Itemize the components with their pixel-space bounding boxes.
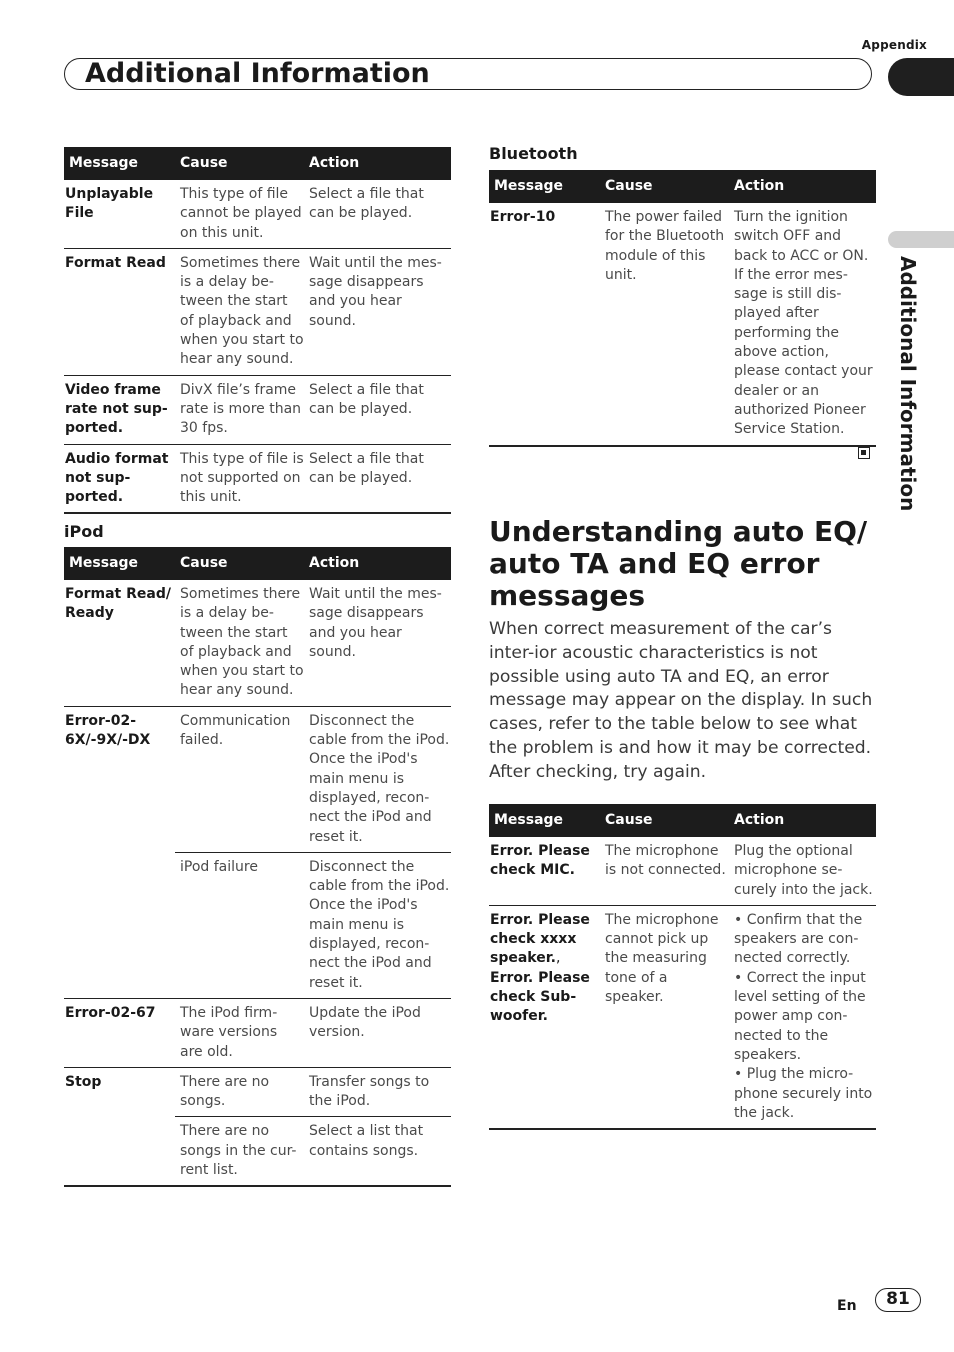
cause-cell: This type of file is not supported on this unit. [175,444,304,513]
header-cause: Cause [600,170,729,203]
header-cause: Cause [600,804,729,837]
cause-cell: There are no songs in the cur-rent list. [175,1117,304,1186]
table-row [489,203,876,446]
header-message: Message [64,147,175,180]
action-cell: Turn the ignition switch OFF and back to ACC or ON. If the error mes-sage is still dis-played after performing the above action, please contact your dealer or an authorized Pioneer Service Station. [729,203,876,446]
table-row [489,905,876,1129]
action-cell: Wait until the mes-sage disappears and you hear sound. [304,248,451,375]
message-cell [489,905,600,1129]
action-cell: Select a file that can be played. [304,180,451,248]
message-subwoofer: Error. Please check Sub-woofer. [490,969,590,1025]
table-header-row [64,547,451,580]
table-header-row [489,804,876,837]
action-item: • Plug the micro-phone securely into the jack. [734,1066,873,1121]
action-cell: Select a file that can be played. [304,444,451,513]
table-row [64,580,451,706]
table-row [64,248,451,375]
header-tab-marker [888,58,954,96]
table-row [64,998,451,1067]
message-cell: Error-02-6X/-9X/-DX [64,706,175,998]
table-row [64,706,451,852]
action-item: • Confirm that the speakers are con-nected correctly. [734,911,863,967]
table-header-row [489,170,876,203]
table-row [489,837,876,905]
cause-cell: The iPod firm-ware versions are old. [175,998,304,1067]
header-action: Action [729,170,876,203]
action-cell: Update the iPod version. [304,998,451,1067]
message-cell: Error-10 [489,203,600,446]
action-cell: Disconnect the cable from the iPod. Once the iPod's main menu is displayed, recon-nect the iPod and reset it. [304,706,451,852]
bluetooth-section-label: Bluetooth [489,144,578,163]
cause-cell: Sometimes there is a delay be-tween the start of playback and when you start to hear any sound. [175,580,304,706]
action-cell: Select a file that can be played. [304,375,451,444]
message-cell: Error. Please check MIC. [489,837,600,905]
cause-cell: There are no songs. [175,1067,304,1117]
cause-cell: iPod failure [175,852,304,998]
side-tab-marker [888,231,954,248]
message-cell: Video frame rate not sup-ported. [64,375,175,444]
action-cell [729,905,876,1129]
table-row [64,180,451,248]
header-action: Action [304,547,451,580]
section-header [64,58,872,90]
eq-section-body: When correct measurement of the car’s inter-ior acoustic characteristics is not possible using auto TA and EQ, an error message may appear on the display. In such cases, refer to the table below to see what the problem is and how it may be corrected. After checking, try again. [489,619,873,782]
message-cell: Stop [64,1067,175,1186]
cause-cell: This type of file cannot be played on this unit. [175,180,304,248]
header-action: Action [729,804,876,837]
eq-messages-table [489,804,876,1130]
table-header-row [64,147,451,180]
header-message: Message [64,547,175,580]
ipod-messages-table [64,547,451,1187]
general-messages-table [64,147,451,514]
table-row [64,1067,451,1117]
page-number: 81 [875,1288,921,1312]
end-of-section-icon [858,447,870,459]
cause-cell: DivX file’s frame rate is more than 30 fps. [175,375,304,444]
bluetooth-messages-table [489,170,876,447]
action-cell: Plug the optional microphone se-curely into the jack. [729,837,876,905]
cause-cell: The microphone cannot pick up the measuring tone of a speaker. [600,905,729,1129]
header-cause: Cause [175,547,304,580]
header-message: Message [489,804,600,837]
message-cell: Audio format not sup-ported. [64,444,175,513]
message-separator: , [555,950,561,967]
message-cell: Format Read [64,248,175,375]
cause-cell: Communication failed. [175,706,304,852]
ipod-section-label: iPod [64,522,104,541]
cause-cell: The microphone is not connected. [600,837,729,905]
header-action: Action [304,147,451,180]
header-message: Message [489,170,600,203]
message-cell: Format Read/ Ready [64,580,175,706]
section-title: Additional Information [85,58,430,89]
appendix-label: Appendix [861,38,927,52]
eq-section-heading: Understanding auto EQ/ auto TA and EQ error messages [489,515,868,612]
action-item: • Correct the input level setting of the power amp con-nected to the speakers. [734,969,866,1063]
table-row [64,375,451,444]
cause-cell: Sometimes there is a delay be-tween the start of playback and when you start to hear any sound. [175,248,304,375]
language-label: En [837,1298,857,1314]
message-cell: Error-02-67 [64,998,175,1067]
action-cell: Select a list that contains songs. [304,1117,451,1186]
action-cell: Transfer songs to the iPod. [304,1067,451,1117]
header-cause: Cause [175,147,304,180]
cause-cell: The power failed for the Bluetooth module of this unit. [600,203,729,446]
action-cell: Wait until the mes-sage disappears and you hear sound. [304,580,451,706]
side-tab-label: Additional Information [896,256,920,512]
table-row [64,444,451,513]
message-speaker: Error. Please check xxxx speaker. [490,911,590,967]
message-cell: Unplayable File [64,180,175,248]
action-cell: Disconnect the cable from the iPod. Once the iPod's main menu is displayed, recon-nect the iPod and reset it. [304,852,451,998]
